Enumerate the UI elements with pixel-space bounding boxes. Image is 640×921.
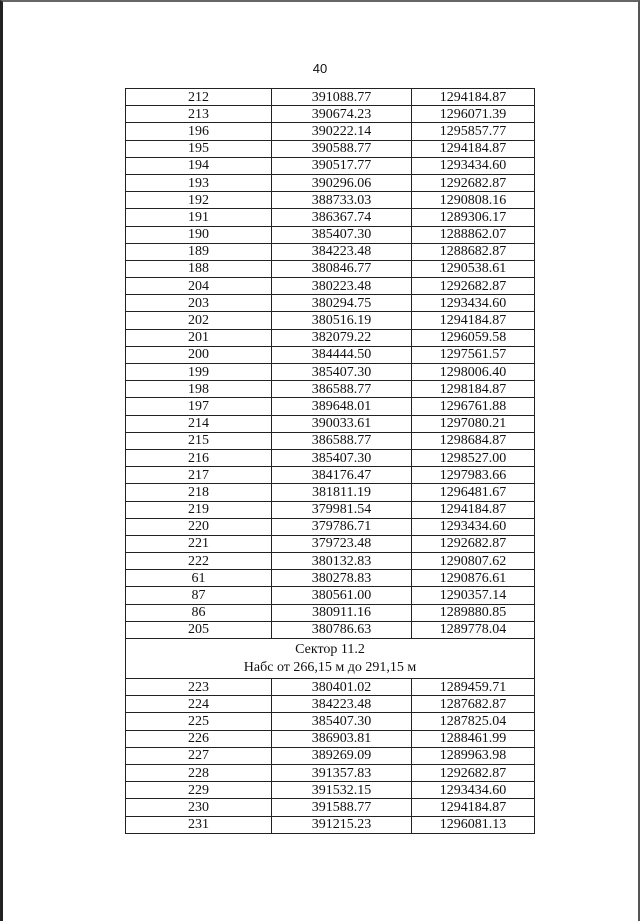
- y-coordinate-cell: 1293434.60: [412, 157, 535, 174]
- table-row: [126, 484, 535, 501]
- x-coordinate-cell: 380132.83: [272, 553, 412, 570]
- y-coordinate-cell: 1296071.39: [412, 106, 535, 123]
- section-header-group: [126, 639, 535, 679]
- point-number-cell: 230: [126, 799, 272, 816]
- table-row: [126, 278, 535, 295]
- point-number-cell: 194: [126, 157, 272, 174]
- y-coordinate-cell: 1292682.87: [412, 764, 535, 781]
- y-coordinate-cell: 1293434.60: [412, 518, 535, 535]
- table-row: [126, 381, 535, 398]
- table-row: [126, 621, 535, 638]
- y-coordinate-cell: 1294184.87: [412, 501, 535, 518]
- table-row: [126, 174, 535, 191]
- table-row: [126, 449, 535, 466]
- x-coordinate-cell: 379786.71: [272, 518, 412, 535]
- x-coordinate-cell: 380786.63: [272, 621, 412, 638]
- point-number-cell: 212: [126, 89, 272, 106]
- point-number-cell: 215: [126, 432, 272, 449]
- x-coordinate-cell: 382079.22: [272, 329, 412, 346]
- y-coordinate-cell: 1293434.60: [412, 782, 535, 799]
- point-number-cell: 198: [126, 381, 272, 398]
- y-coordinate-cell: 1294184.87: [412, 312, 535, 329]
- table-row: [126, 764, 535, 781]
- x-coordinate-cell: 390517.77: [272, 157, 412, 174]
- x-coordinate-cell: 379723.48: [272, 535, 412, 552]
- y-coordinate-cell: 1298006.40: [412, 364, 535, 381]
- x-coordinate-cell: 380401.02: [272, 679, 412, 696]
- section-subtitle: Набс от 266,15 м до 291,15 м: [243, 659, 417, 675]
- x-coordinate-cell: 384176.47: [272, 467, 412, 484]
- point-number-cell: 223: [126, 679, 272, 696]
- point-number-cell: 205: [126, 621, 272, 638]
- y-coordinate-cell: 1287825.04: [412, 713, 535, 730]
- x-coordinate-cell: 379981.54: [272, 501, 412, 518]
- point-number-cell: 231: [126, 816, 272, 833]
- point-number-cell: 197: [126, 398, 272, 415]
- x-coordinate-cell: 391357.83: [272, 764, 412, 781]
- point-number-cell: 195: [126, 140, 272, 157]
- point-number-cell: 224: [126, 696, 272, 713]
- point-number-cell: 87: [126, 587, 272, 604]
- y-coordinate-cell: 1298684.87: [412, 432, 535, 449]
- point-number-cell: 213: [126, 106, 272, 123]
- table-row: [126, 209, 535, 226]
- point-number-cell: 201: [126, 329, 272, 346]
- point-number-cell: 192: [126, 192, 272, 209]
- point-number-cell: 200: [126, 346, 272, 363]
- y-coordinate-cell: 1292682.87: [412, 174, 535, 191]
- x-coordinate-cell: 391215.23: [272, 816, 412, 833]
- y-coordinate-cell: 1289880.85: [412, 604, 535, 621]
- table-row: [126, 518, 535, 535]
- table-row: [126, 260, 535, 277]
- table-row: [126, 243, 535, 260]
- point-number-cell: 189: [126, 243, 272, 260]
- y-coordinate-cell: 1288461.99: [412, 730, 535, 747]
- y-coordinate-cell: 1289963.98: [412, 747, 535, 764]
- y-coordinate-cell: 1288862.07: [412, 226, 535, 243]
- x-coordinate-cell: 380846.77: [272, 260, 412, 277]
- section-header-cell: [126, 639, 535, 679]
- table-row: [126, 432, 535, 449]
- point-number-cell: 193: [126, 174, 272, 191]
- table-row: [126, 535, 535, 552]
- point-number-cell: 216: [126, 449, 272, 466]
- point-number-cell: 86: [126, 604, 272, 621]
- x-coordinate-cell: 391088.77: [272, 89, 412, 106]
- y-coordinate-cell: 1295857.77: [412, 123, 535, 140]
- x-coordinate-cell: 386588.77: [272, 381, 412, 398]
- table-row: [126, 553, 535, 570]
- x-coordinate-cell: 386367.74: [272, 209, 412, 226]
- x-coordinate-cell: 380561.00: [272, 587, 412, 604]
- table-row: [126, 89, 535, 106]
- point-number-cell: 219: [126, 501, 272, 518]
- x-coordinate-cell: 386903.81: [272, 730, 412, 747]
- y-coordinate-cell: 1290807.62: [412, 553, 535, 570]
- y-coordinate-cell: 1296081.13: [412, 816, 535, 833]
- x-coordinate-cell: 390222.14: [272, 123, 412, 140]
- table-row: [126, 816, 535, 833]
- point-number-cell: 191: [126, 209, 272, 226]
- table-row: [126, 604, 535, 621]
- table-row: [126, 157, 535, 174]
- x-coordinate-cell: 384444.50: [272, 346, 412, 363]
- y-coordinate-cell: 1290357.14: [412, 587, 535, 604]
- table-row: [126, 501, 535, 518]
- y-coordinate-cell: 1294184.87: [412, 89, 535, 106]
- x-coordinate-cell: 380294.75: [272, 295, 412, 312]
- point-number-cell: 226: [126, 730, 272, 747]
- point-number-cell: 204: [126, 278, 272, 295]
- table-row: [126, 123, 535, 140]
- y-coordinate-cell: 1289459.71: [412, 679, 535, 696]
- y-coordinate-cell: 1294184.87: [412, 799, 535, 816]
- point-number-cell: 202: [126, 312, 272, 329]
- x-coordinate-cell: 380516.19: [272, 312, 412, 329]
- point-number-cell: 229: [126, 782, 272, 799]
- point-number-cell: 203: [126, 295, 272, 312]
- point-number-cell: 220: [126, 518, 272, 535]
- page-number: 40: [312, 61, 328, 76]
- x-coordinate-cell: 390296.06: [272, 174, 412, 191]
- table-row: [126, 312, 535, 329]
- table-row: [126, 747, 535, 764]
- point-number-cell: 225: [126, 713, 272, 730]
- table-row: [126, 696, 535, 713]
- x-coordinate-cell: 389648.01: [272, 398, 412, 415]
- x-coordinate-cell: 385407.30: [272, 713, 412, 730]
- section-header-row: [126, 639, 535, 679]
- point-number-cell: 199: [126, 364, 272, 381]
- table-row: [126, 106, 535, 123]
- y-coordinate-cell: 1290876.61: [412, 570, 535, 587]
- y-coordinate-cell: 1298527.00: [412, 449, 535, 466]
- x-coordinate-cell: 388733.03: [272, 192, 412, 209]
- x-coordinate-cell: 385407.30: [272, 364, 412, 381]
- table-row: [126, 679, 535, 696]
- table-row: [126, 329, 535, 346]
- y-coordinate-cell: 1290808.16: [412, 192, 535, 209]
- x-coordinate-cell: 389269.09: [272, 747, 412, 764]
- x-coordinate-cell: 380223.48: [272, 278, 412, 295]
- x-coordinate-cell: 386588.77: [272, 432, 412, 449]
- table-row: [126, 713, 535, 730]
- point-number-cell: 214: [126, 415, 272, 432]
- table-row: [126, 192, 535, 209]
- y-coordinate-cell: 1289306.17: [412, 209, 535, 226]
- table-row: [126, 782, 535, 799]
- x-coordinate-cell: 384223.48: [272, 696, 412, 713]
- x-coordinate-cell: 385407.30: [272, 226, 412, 243]
- point-number-cell: 196: [126, 123, 272, 140]
- table-row: [126, 364, 535, 381]
- y-coordinate-cell: 1296481.67: [412, 484, 535, 501]
- section-title: Сектор 11.2: [295, 641, 365, 657]
- x-coordinate-cell: 380911.16: [272, 604, 412, 621]
- x-coordinate-cell: 391588.77: [272, 799, 412, 816]
- y-coordinate-cell: 1297561.57: [412, 346, 535, 363]
- x-coordinate-cell: 390033.61: [272, 415, 412, 432]
- y-coordinate-cell: 1297983.66: [412, 467, 535, 484]
- x-coordinate-cell: 391532.15: [272, 782, 412, 799]
- table-row: [126, 730, 535, 747]
- y-coordinate-cell: 1290538.61: [412, 260, 535, 277]
- y-coordinate-cell: 1292682.87: [412, 278, 535, 295]
- table-row: [126, 467, 535, 484]
- x-coordinate-cell: 384223.48: [272, 243, 412, 260]
- table-body-lower: [126, 679, 535, 834]
- point-number-cell: 221: [126, 535, 272, 552]
- point-number-cell: 227: [126, 747, 272, 764]
- coordinates-table: [125, 88, 535, 834]
- point-number-cell: 61: [126, 570, 272, 587]
- table-body-upper: [126, 89, 535, 639]
- x-coordinate-cell: 385407.30: [272, 449, 412, 466]
- point-number-cell: 217: [126, 467, 272, 484]
- x-coordinate-cell: 380278.83: [272, 570, 412, 587]
- x-coordinate-cell: 390588.77: [272, 140, 412, 157]
- point-number-cell: 228: [126, 764, 272, 781]
- point-number-cell: 188: [126, 260, 272, 277]
- y-coordinate-cell: 1297080.21: [412, 415, 535, 432]
- point-number-cell: 190: [126, 226, 272, 243]
- y-coordinate-cell: 1287682.87: [412, 696, 535, 713]
- y-coordinate-cell: 1288682.87: [412, 243, 535, 260]
- y-coordinate-cell: 1298184.87: [412, 381, 535, 398]
- x-coordinate-cell: 381811.19: [272, 484, 412, 501]
- y-coordinate-cell: 1296059.58: [412, 329, 535, 346]
- y-coordinate-cell: 1296761.88: [412, 398, 535, 415]
- table-row: [126, 587, 535, 604]
- table-row: [126, 295, 535, 312]
- point-number-cell: 222: [126, 553, 272, 570]
- y-coordinate-cell: 1289778.04: [412, 621, 535, 638]
- y-coordinate-cell: 1292682.87: [412, 535, 535, 552]
- table-row: [126, 570, 535, 587]
- x-coordinate-cell: 390674.23: [272, 106, 412, 123]
- table-row: [126, 346, 535, 363]
- y-coordinate-cell: 1293434.60: [412, 295, 535, 312]
- point-number-cell: 218: [126, 484, 272, 501]
- table-row: [126, 415, 535, 432]
- table-row: [126, 799, 535, 816]
- table-row: [126, 140, 535, 157]
- y-coordinate-cell: 1294184.87: [412, 140, 535, 157]
- table-row: [126, 398, 535, 415]
- table-row: [126, 226, 535, 243]
